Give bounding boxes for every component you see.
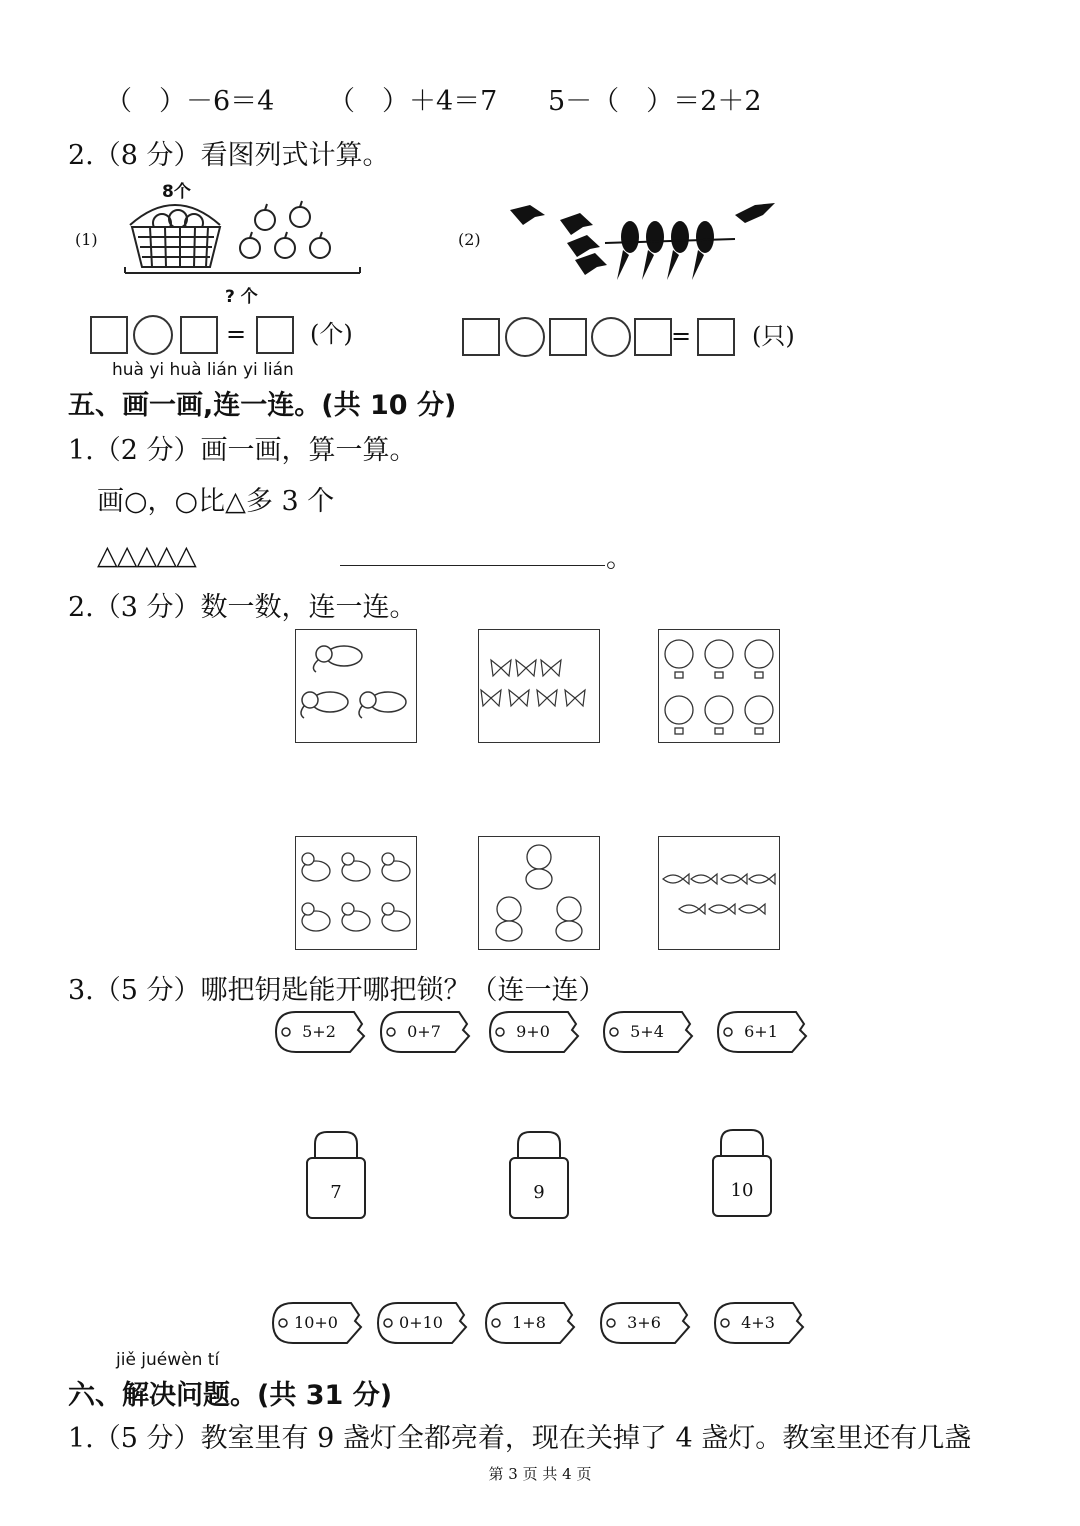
q2-part2-label: (2) <box>458 230 481 249</box>
elephant-icons <box>296 630 416 742</box>
answer-box[interactable] <box>90 316 128 354</box>
key-bottom-4[interactable] <box>599 1301 691 1345</box>
operator-circle[interactable] <box>133 315 173 355</box>
answer-box[interactable] <box>180 316 218 354</box>
section6-pinyin: jiě juéwèn tí <box>116 1350 220 1370</box>
lock-number: 7 <box>330 1182 342 1203</box>
key-top-1[interactable] <box>274 1010 366 1054</box>
key-bottom-3[interactable] <box>484 1301 576 1345</box>
key-top-3[interactable] <box>488 1010 580 1054</box>
s5-q3-title: 3.（5 分）哪把钥匙能开哪把锁？（连一连） <box>68 975 606 1006</box>
key-top-2[interactable] <box>379 1010 471 1054</box>
equation-1: （ ）－6＝4 <box>105 86 275 117</box>
monkey-icons <box>479 837 599 949</box>
key-label: 5+4 <box>630 1022 664 1041</box>
drawing-answer-line[interactable] <box>340 565 605 566</box>
s5-q1-instruction: 画○，○比△多 3 个 <box>97 486 335 517</box>
monkeys-frame[interactable] <box>478 836 600 950</box>
key-label: 4+3 <box>741 1313 775 1332</box>
swallows-picture <box>505 195 785 290</box>
section6-title: 六、解决问题。(共 31 分) <box>68 1380 393 1411</box>
rooster-icons <box>296 837 416 949</box>
key-top-4[interactable] <box>602 1010 694 1054</box>
lock-2[interactable] <box>508 1130 570 1220</box>
lock-3[interactable] <box>711 1128 773 1218</box>
answer-period: 。 <box>606 543 633 574</box>
key-label: 0+7 <box>407 1022 441 1041</box>
basket-count-label: 8个 <box>162 182 191 202</box>
key-label: 3+6 <box>627 1313 661 1332</box>
fish-frame[interactable] <box>658 836 780 950</box>
result-box[interactable] <box>697 318 735 356</box>
operator-circle[interactable] <box>505 317 545 357</box>
lock-number: 10 <box>730 1180 754 1201</box>
equals-sign: = <box>671 322 692 350</box>
key-label: 10+0 <box>294 1313 338 1332</box>
key-label: 0+10 <box>399 1313 443 1332</box>
page-footer: 第 3 页 共 4 页 <box>488 1465 592 1483</box>
section5-title: 五、画一画,连一连。(共 10 分) <box>68 390 457 421</box>
s6-q1-text: 1.（5 分）教室里有 9 盏灯全都亮着，现在关掉了 4 盏灯。教室里还有几盏 <box>68 1423 972 1454</box>
equals-sign: = <box>226 320 247 348</box>
key-label: 6+1 <box>744 1022 778 1041</box>
answer-box[interactable] <box>634 318 672 356</box>
hot-air-balloon-icons <box>659 630 779 742</box>
s5-q2-title: 2.（3 分）数一数，连一连。 <box>68 592 417 623</box>
total-unknown-label: ? 个 <box>225 287 258 307</box>
lock-number: 9 <box>533 1182 545 1203</box>
key-bottom-2[interactable] <box>376 1301 468 1345</box>
key-bottom-1[interactable] <box>271 1301 363 1345</box>
roosters-frame[interactable] <box>295 836 417 950</box>
lock-icon <box>711 1128 773 1218</box>
q2-part1-label: (1) <box>75 230 98 249</box>
elephants-frame[interactable] <box>295 629 417 743</box>
key-label: 1+8 <box>512 1313 546 1332</box>
key-bottom-5[interactable] <box>713 1301 805 1345</box>
lock-1[interactable] <box>305 1130 367 1220</box>
key-top-5[interactable] <box>716 1010 808 1054</box>
equation-2: （ ）＋4＝7 <box>328 86 498 117</box>
apple-icons <box>240 201 330 258</box>
lock-icon <box>508 1130 570 1220</box>
basket-icon <box>130 205 220 267</box>
result-box[interactable] <box>256 316 294 354</box>
balloons-frame[interactable] <box>658 629 780 743</box>
butterfly-icons <box>479 630 599 742</box>
section5-pinyin: huà yi huà lián yi lián <box>112 360 294 380</box>
key-label: 5+2 <box>302 1022 336 1041</box>
fish-icons <box>659 837 779 949</box>
unit-zhi: (只) <box>752 322 795 350</box>
unit-ge: (个) <box>310 320 353 348</box>
butterflies-frame[interactable] <box>478 629 600 743</box>
lock-icon <box>305 1130 367 1220</box>
key-label: 9+0 <box>516 1022 550 1041</box>
s5-q1-title: 1.（2 分）画一画，算一算。 <box>68 435 417 466</box>
equation-3: 5－（ ）＝2＋2 <box>548 86 762 117</box>
answer-box[interactable] <box>462 318 500 356</box>
answer-box[interactable] <box>549 318 587 356</box>
q2-title: 2.（8 分）看图列式计算。 <box>68 140 390 171</box>
triangles-row: △△△△△ <box>97 540 196 571</box>
operator-circle[interactable] <box>591 317 631 357</box>
